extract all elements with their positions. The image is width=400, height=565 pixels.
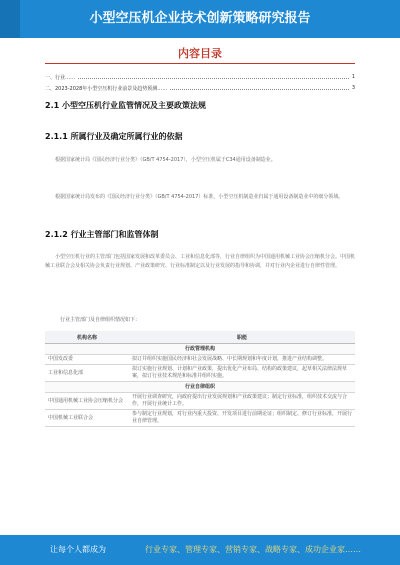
toc-item-page: 3: [351, 85, 355, 91]
org-name: 中国发改委: [45, 355, 129, 365]
report-title: 小型空压机企业技术创新策略研究报告: [89, 11, 311, 26]
paragraph: 小型空压机行业的主管部门包括国家发展和改革委员会、工业和信息化部等，行业自律组织为中国通用机械工业协会压缩机分会。中国机械工业联合会及相关协会负责行业规划、产业政策研究、行业标准制定以及行业发展的指导和协调，并对行业内企业进行自律性管理。: [45, 254, 356, 269]
org-duty: 参与制定行业规划，对行业内重大投资、开发项目进行前期论证；组织制定、修订行业标准，开展行业自律管理。: [129, 410, 355, 427]
table-section-row: [45, 344, 355, 355]
column-header: 机构名称: [45, 331, 129, 344]
footer-slogan: 让每个人都成为: [50, 545, 106, 554]
table-row: [45, 410, 355, 427]
regulator-table: [45, 331, 355, 427]
toc-divider: [45, 63, 355, 64]
org-duty: 开展行业调查研究，向政府提出行业发展规划和产业政策建议；制定行业标准，组织技术交流与合作，开展行业统计工作。: [129, 393, 355, 410]
toc-item-label: 二、2023-2028年小型空压机行业前景及趋势预测……: [45, 86, 168, 92]
table-header-row: [45, 331, 355, 344]
org-name: 工业和信息化部: [45, 365, 129, 382]
subsection-heading: 2.1.1 所属行业及确定所属行业的依据: [45, 132, 183, 141]
section-heading: 2.1 小型空压机行业监管情况及主要政策法规: [45, 101, 206, 110]
toc-item[interactable]: [45, 85, 355, 92]
table-section-label: 行业自律组织: [45, 382, 355, 393]
column-header: 职能: [129, 331, 355, 344]
org-name: 中国通用机械工业协会压缩机分会: [45, 393, 129, 410]
footer-bar: [0, 535, 400, 565]
toc-item-page: 1: [351, 74, 355, 80]
footer-roles: 行业专家、管理专家、营销专家、战略专家、成功企业家……: [145, 545, 361, 554]
org-duty: 拟订并组织实施国民经济和社会发展战略、中长期规划和年度计划，推进产业结构调整。: [129, 355, 355, 365]
paragraph: 根据国家统计局《国民经济行业分类》（GB/T 4754-2017），小型空压机属于C34通用设备制造业。: [55, 157, 276, 163]
subsection-heading: 2.1.2 行业主管部门和监管体制: [45, 230, 159, 239]
table-section-label: 行政管理机构: [45, 344, 355, 355]
paragraph: 根据国家统计局发布的《国民经济行业分类》（GB/T 4754-2017）标准，小型空压机制造业归属于通用设备制造业中的细分领域。: [55, 194, 344, 200]
table-section-row: [45, 382, 355, 393]
toc-item-label: 一、行业……: [45, 75, 76, 81]
toc-leader: [45, 78, 355, 79]
table-caption: 行业主管部门及自律组织情况如下：: [60, 317, 141, 323]
toc-title: 内容目录: [178, 47, 222, 60]
table-row: [45, 365, 355, 382]
org-duty: 拟订实施行业规划、计划和产业政策，提出优化产业布局、结构的政策建议，起草相关法律法规草案，拟订行业技术规范和标准并组织实施。: [129, 365, 355, 382]
org-name: 中国机械工业联合会: [45, 410, 129, 427]
header-bar: [0, 0, 400, 38]
table-row: [45, 393, 355, 410]
toc-item[interactable]: [45, 74, 355, 81]
table-row: [45, 355, 355, 365]
